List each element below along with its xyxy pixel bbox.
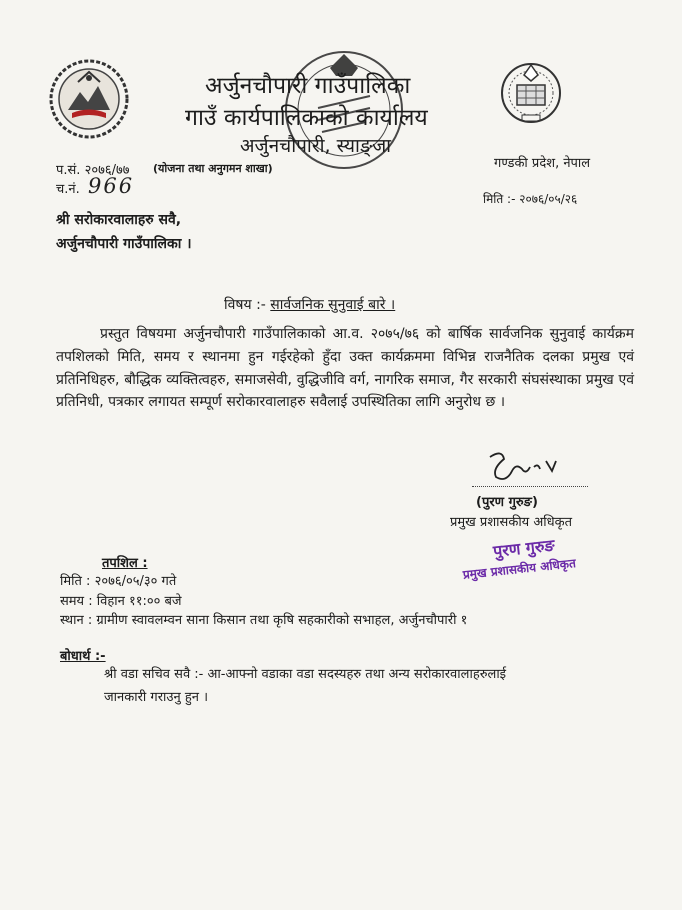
subject-label: विषय :- [224, 297, 266, 313]
office-address: अर्जुनचौपारी, स्याङ्जा [240, 135, 392, 157]
schedule-title-text: तपशिल : [102, 556, 148, 571]
letter-body: प्रस्तुत विषयमा अर्जुनचौपारी गाउँपालिकाको आ.व. २०७५/७६ को बार्षिक सार्वजनिक सुनुवाई कार्यक्रम तपशिलको मिति, समय र स्थानमा हुन गईरहेको हुँदा उक्त कार्यक्रममा विभिन्न राजनैतिक दलका प्रमुख एवं प्रतिनिधिहरु, बौद्धिक व्यक्तित्वहरु, समाजसेवी, वुद्धिजीवि वर्ग, नागरिक समाज, गैर सरकारी संघसंस्थाका प्रमुख एवं प्रतिनिधी, पत्रकार लगायत सम्पूर्ण सरोकारवालाहरु सवैलाई उपस्थितिका लागि अनुरोध छ । [56, 326, 634, 411]
cc-line-1: श्री वडा सचिव सवै :- आ-आफ्नो वडाका वडा सदस्यहरु तथा अन्य सरोकारवालाहरुलाई [104, 667, 507, 682]
addressee-line-2: अर्जुनचौपारी गाउँपालिका । [56, 236, 192, 252]
name-stamp: पुरण गुरुङ [492, 535, 556, 561]
cc-line-2: जानकारी गराउनु हुन । [104, 690, 209, 705]
province-text: गण्डकी प्रदेश, नेपाल [494, 156, 591, 171]
subject-line [224, 295, 395, 314]
municipality-seal-icon [500, 55, 562, 135]
office-subtitle: गाउँ कार्यपालिकाको कार्यालय [185, 105, 428, 131]
schedule-time: समय : विहान ११:०० बजे [60, 594, 182, 609]
dispatch-number-value: 966 [88, 174, 135, 198]
signatory-name: (पुरण गुरुङ) [476, 495, 538, 510]
nepal-emblem-icon [48, 58, 130, 140]
schedule-title [102, 553, 148, 571]
cc-title-text: बोधार्थ :- [60, 649, 106, 664]
letter-date: मिति :- २०७६/०५/२६ [483, 192, 578, 206]
post-stamp: प्रमुख प्रशासकीय अधिकृत [462, 556, 577, 582]
reference-number: प.सं. २०७६/७७ [56, 163, 130, 178]
dispatch-number-label: च.नं. [56, 182, 80, 197]
schedule-venue: स्थान : ग्रामीण स्वावलम्वन साना किसान तथा कृषि सहकारीको सभाहल, अर्जुनचौपारी १ [60, 613, 468, 628]
schedule-date: मिति : २०७६/०५/३० गते [60, 574, 177, 589]
handwritten-signature [482, 447, 562, 487]
addressee-line-1: श्री सरोकारवालाहरु सवै, [56, 212, 182, 228]
office-name-title: अर्जुनचौपारी गाउँपालिका [205, 73, 411, 99]
signature-line [472, 486, 588, 487]
reference-section: (योजना तथा अनुगमन शाखा) [153, 162, 273, 175]
signatory-post: प्रमुख प्रशासकीय अधिकृत [450, 515, 573, 530]
subject-text: सार्वजनिक सुनुवाई बारे । [270, 297, 396, 313]
cc-title [60, 646, 106, 664]
